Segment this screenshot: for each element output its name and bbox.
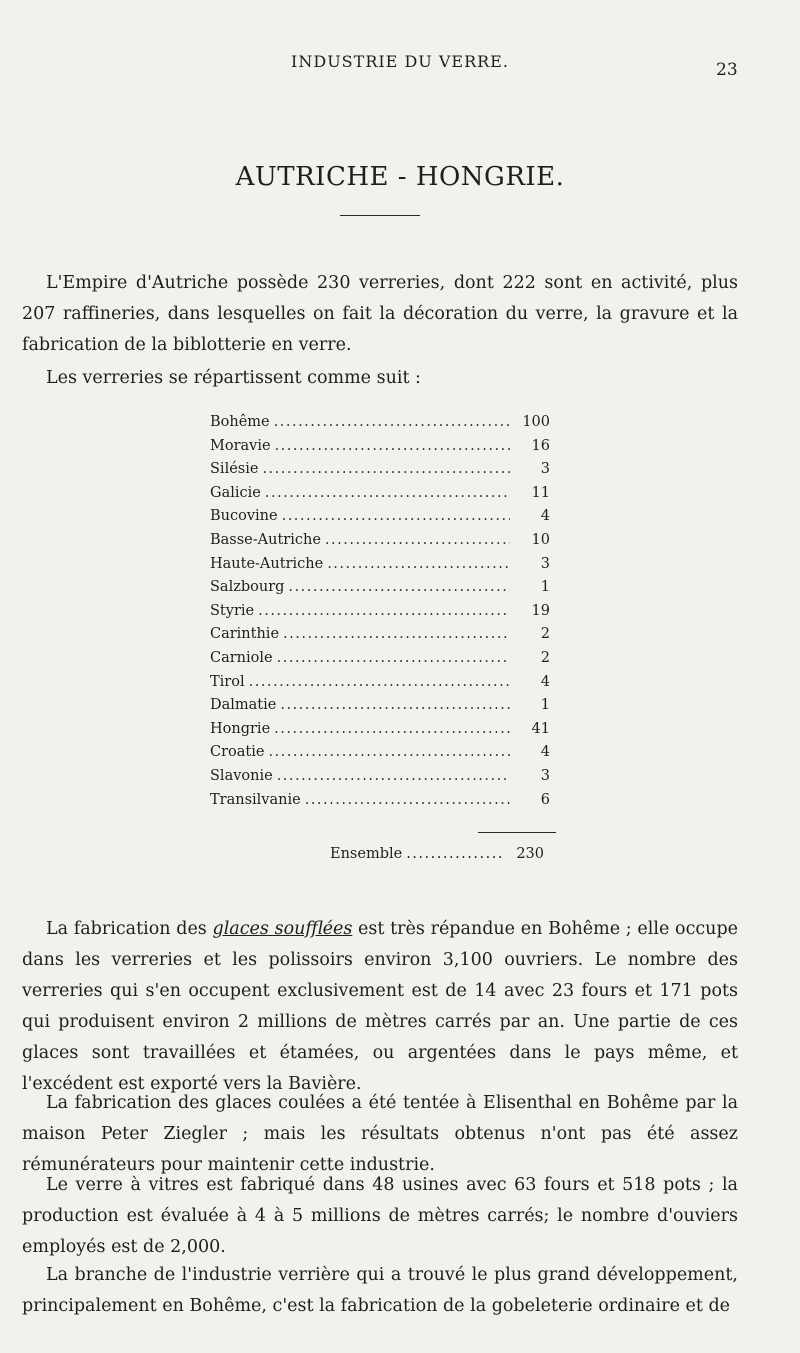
leader-dots [274,414,510,430]
leader-dots [275,438,510,454]
verreries-count: 1 [540,697,550,714]
table-row [210,461,550,485]
table-row [210,626,550,650]
verreries-count: 3 [540,555,550,572]
region-name: Styrie [210,602,255,619]
table-row [210,792,550,816]
region-name: Haute-Autriche [210,555,324,572]
leader-dots [288,579,510,595]
verreries-count: 4 [540,744,550,761]
running-header: INDUSTRIE DU VERRE. [291,52,509,71]
region-name: Croatie [210,744,265,761]
total-row [330,846,544,862]
leader-dots [327,556,510,572]
paragraph-verre-a-vitres: Le verre à vitres est fabriqué dans 48 usines avec 63 fours et 518 pots ; la production est évaluée à 4 à 5 millions de mètres carrés; le nombre d'ouviers employés est de 2,000. [22,1175,738,1257]
verreries-count: 3 [540,461,550,478]
verreries-count: 4 [540,673,550,690]
leader-dots [325,532,510,548]
verreries-count: 6 [540,791,550,808]
region-name: Tirol [210,673,245,690]
region-name: Hongrie [210,720,271,737]
leader-dots [274,721,510,737]
paragraph-text: est très répandue en Bohême ; elle occupe dans les verreries et les polissoirs environ 3,100 ouvriers. Le nombre des verreries qui s'en occupent exclusivement est de 14 avec 23 fours et 171 pots qui produisent environ 2 millions de mètres carrés par an. Une partie de ces glaces sont travaillées et étamées, ou argentées dans le pays même, et l'excédent est exporté vers la Bavière. [22,919,739,1094]
leader-dots [305,792,510,808]
table-row [210,556,550,580]
verreries-count: 4 [540,508,550,525]
table-row [210,485,550,509]
leader-dots [280,697,510,713]
verreries-count: 10 [531,531,550,548]
page-number: 23 [716,60,738,80]
leader-dots [262,461,510,477]
table-row [210,508,550,532]
total-value: 230 [516,846,544,862]
table-row [210,579,550,603]
paragraph-text: La fabrication des [46,919,213,939]
leader-dots [406,846,504,862]
leader-dots [258,603,510,619]
table-row [210,697,550,721]
verreries-table [210,414,550,815]
region-name: Basse-Autriche [210,531,321,548]
total-label: Ensemble [330,846,403,862]
region-name: Slavonie [210,767,273,784]
leader-dots [277,650,510,666]
paragraph-glaces-soufflees [22,914,738,1100]
region-name: Salzbourg [210,579,285,596]
section-title: AUTRICHE - HONGRIE. [235,162,565,192]
paragraph-glaces-coulees: La fabrication des glaces coulées a été tentée à Elisenthal en Bohême par la maison Peter Ziegler ; mais les résultats obtenus n'ont pas été assez rémunérateurs pour maintenir cette industrie. [22,1093,738,1175]
region-name: Moravie [210,437,271,454]
emphasis-glaces-soufflees: glaces soufflées [212,919,353,939]
repartition-intro: Les verreries se répartissent comme suit : [46,368,421,388]
verreries-count: 3 [540,767,550,784]
table-row [210,414,550,438]
total-divider [478,832,556,833]
verreries-count: 100 [522,414,550,430]
leader-dots [277,768,510,784]
table-row [210,674,550,698]
table-row [210,744,550,768]
leader-dots [282,508,510,524]
table-row [210,768,550,792]
paragraph-gobeleterie: La branche de l'industrie verrière qui a trouvé le plus grand développement, principalement en Bohême, c'est la fabrication de la gobeleterie ordinaire et de [22,1265,738,1316]
region-name: Bucovine [210,508,278,525]
verreries-count: 19 [531,602,550,619]
table-row [210,438,550,462]
region-name: Transilvanie [210,791,301,808]
intro-paragraph: L'Empire d'Autriche possède 230 verreries, dont 222 sont en activité, plus 207 raffineries, dans lesquelles on fait la décoration du verre, la gravure et la fabrication de la biblotterie en verre. [22,273,738,355]
verreries-count: 2 [540,626,550,643]
table-row [210,603,550,627]
verreries-count: 41 [531,720,550,737]
table-row [210,650,550,674]
region-name: Dalmatie [210,697,277,714]
verreries-count: 11 [531,484,550,501]
verreries-count: 2 [540,649,550,666]
title-divider [340,215,420,216]
region-name: Galicie [210,484,261,501]
region-name: Carniole [210,649,273,666]
region-name: Carinthie [210,626,280,643]
verreries-count: 16 [531,437,550,454]
leader-dots [249,674,510,690]
leader-dots [283,626,510,642]
table-row [210,532,550,556]
verreries-count: 1 [540,579,550,596]
region-name: Silésie [210,461,259,478]
leader-dots [268,744,510,760]
region-name: Bohême [210,414,270,430]
table-row [210,721,550,745]
leader-dots [265,485,510,501]
